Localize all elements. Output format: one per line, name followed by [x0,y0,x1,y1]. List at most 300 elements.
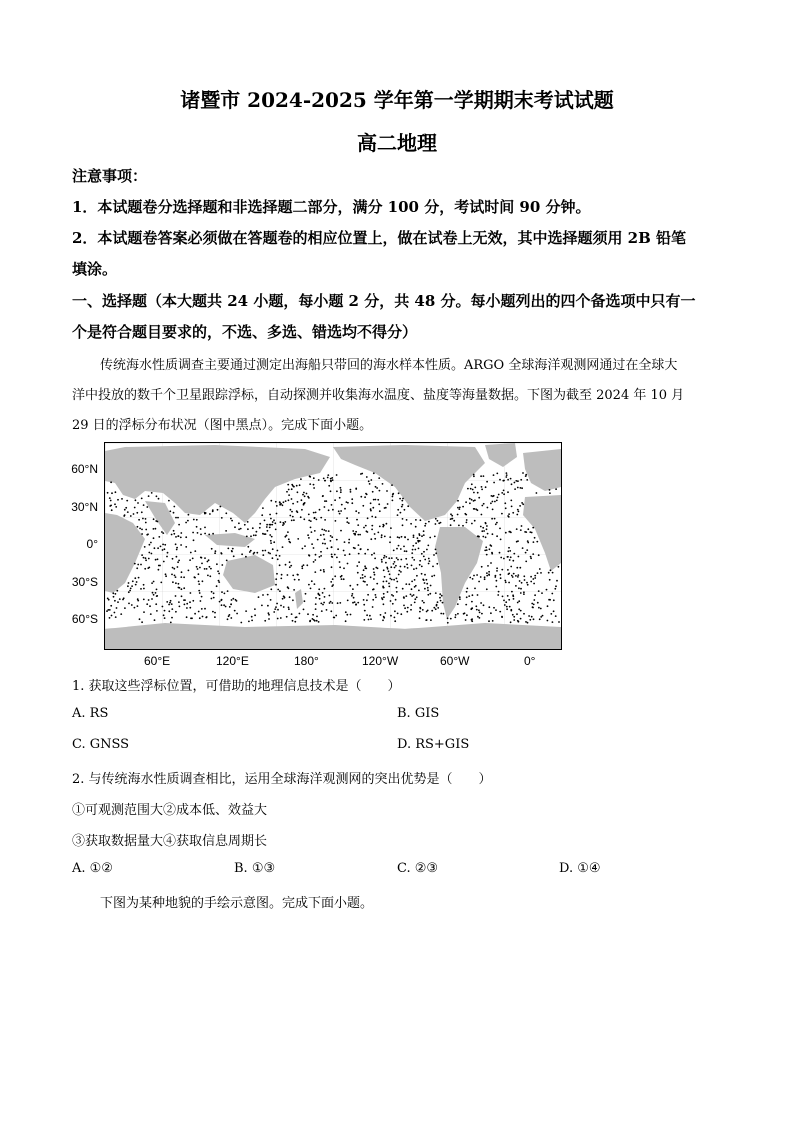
float-dot [391,557,393,559]
float-dot [520,529,522,531]
float-dot [472,594,474,596]
float-dot [211,548,213,550]
float-dot [324,596,326,598]
float-dot [431,610,433,612]
float-dot [259,527,261,529]
float-dot [172,558,174,560]
float-dot [375,594,377,596]
section-heading: 一、选择题（本大题共 24 小题，每小题 2 分，共 48 分。每小题列出的四个备选项中只有一 [72,292,696,310]
float-dot [533,604,535,606]
float-dot [417,537,419,539]
float-dot [334,575,336,577]
float-dot [323,569,325,571]
float-dot [168,604,170,606]
float-dot [429,560,431,562]
float-dot [422,579,424,581]
float-dot [207,561,209,563]
float-dot [241,553,243,555]
float-dot [427,589,429,591]
float-dot [532,607,534,609]
question-1-stem: 1. 获取这些浮标位置，可借助的地理信息技术是（ ） [72,679,401,694]
float-dot [214,616,216,618]
float-dot [309,475,311,477]
float-dot [517,480,519,482]
float-dot [381,561,383,563]
float-dot [340,510,342,512]
float-dot [386,523,388,525]
float-dot [500,557,502,559]
float-dot [410,604,412,606]
float-dot [381,534,383,536]
float-dot [340,489,342,491]
float-dot [390,566,392,568]
float-dot [525,561,527,563]
float-dot [459,598,461,600]
float-dot [555,488,557,490]
float-dot [314,583,316,585]
float-dot [279,555,281,557]
float-dot [267,605,269,607]
q2-option-b: B. ①③ [234,861,276,876]
float-dot [200,600,202,602]
float-dot [272,521,274,523]
float-dot [136,512,138,514]
float-dot [294,579,296,581]
float-dot [155,559,157,561]
float-dot [517,487,519,489]
float-dot [313,484,315,486]
notice-heading: 注意事项： [72,167,148,185]
float-dot [206,568,208,570]
float-dot [301,566,303,568]
float-dot [211,591,213,593]
float-dot [272,548,274,550]
float-dot [542,615,544,617]
float-dot [391,484,393,486]
float-dot [415,519,417,521]
float-dot [373,472,375,474]
float-dot [387,503,389,505]
float-dot [457,507,459,509]
float-dot [367,549,369,551]
float-dot [347,502,349,504]
float-dot [174,575,176,577]
float-dot [365,525,367,527]
float-dot [234,526,236,528]
float-dot [192,600,194,602]
float-dot [507,550,509,552]
float-dot [232,548,234,550]
float-dot [308,537,310,539]
float-dot [320,551,322,553]
float-dot [204,608,206,610]
float-dot [391,579,393,581]
float-dot [528,615,530,617]
float-dot [510,609,512,611]
float-dot [495,523,497,525]
float-dot [319,598,321,600]
float-dot [277,550,279,552]
float-dot [402,518,404,520]
float-dot [507,595,509,597]
float-dot [505,581,507,583]
float-dot [141,554,143,556]
float-dot [146,603,148,605]
float-dot [374,574,376,576]
float-dot [540,608,542,610]
float-dot [492,509,494,511]
float-dot [314,517,316,519]
float-dot [280,578,282,580]
float-dot [508,516,510,518]
float-dot [119,598,121,600]
float-dot [519,505,521,507]
float-dot [162,549,164,551]
float-dot [380,614,382,616]
float-dot [304,545,306,547]
float-dot [151,598,153,600]
float-dot [245,610,247,612]
float-dot [494,518,496,520]
float-dot [198,573,200,575]
float-dot [538,554,540,556]
float-dot [540,572,542,574]
float-dot [435,549,437,551]
float-dot [397,536,399,538]
float-dot [513,553,515,555]
float-dot [194,550,196,552]
float-dot [383,557,385,559]
float-dot [414,598,416,600]
float-dot [178,601,180,603]
float-dot [494,501,496,503]
float-dot [148,558,150,560]
float-dot [286,616,288,618]
float-dot [162,606,164,608]
float-dot [198,611,200,613]
float-dot [251,616,253,618]
float-dot [403,605,405,607]
float-dot [395,565,397,567]
float-dot [410,523,412,525]
float-dot [459,596,461,598]
float-dot [323,602,325,604]
float-dot [352,593,354,595]
float-dot [522,547,524,549]
float-dot [313,487,315,489]
float-dot [477,509,479,511]
float-dot [507,491,509,493]
float-dot [306,564,308,566]
float-dot [185,522,187,524]
float-dot [451,515,453,517]
float-dot [308,514,310,516]
float-dot [358,512,360,514]
float-dot [486,525,488,527]
float-dot [441,595,443,597]
float-dot [116,607,118,609]
float-dot [428,521,430,523]
float-dot [506,474,508,476]
float-dot [264,620,266,622]
float-dot [245,556,247,558]
float-dot [155,528,157,530]
lat-label: 60°S [71,612,98,626]
float-dot [366,530,368,532]
float-dot [521,582,523,584]
float-dot [396,548,398,550]
float-dot [540,616,542,618]
float-dot [227,618,229,620]
float-dot [371,554,373,556]
float-dot [427,545,429,547]
float-dot [261,514,263,516]
float-dot [366,614,368,616]
float-dot [473,474,475,476]
float-dot [383,616,385,618]
float-dot [490,544,492,546]
float-dot [343,550,345,552]
float-dot [271,536,273,538]
float-dot [308,584,310,586]
float-dot [287,574,289,576]
float-dot [171,574,173,576]
float-dot [314,571,316,573]
float-dot [443,613,445,615]
float-dot [270,588,272,590]
float-dot [304,600,306,602]
world-map-svg [105,443,561,649]
float-dot [518,600,520,602]
float-dot [471,523,473,525]
float-dot [214,612,216,614]
float-dot [343,578,345,580]
float-dot [303,609,305,611]
float-dot [383,603,385,605]
float-dot [390,615,392,617]
float-dot [178,583,180,585]
float-dot [284,596,286,598]
float-dot [307,613,309,615]
float-dot [145,522,147,524]
float-dot [163,561,165,563]
lon-label: 180° [294,654,319,668]
float-dot [471,499,473,501]
float-dot [388,586,390,588]
float-dot [494,576,496,578]
float-dot [414,549,416,551]
float-dot [183,599,185,601]
float-dot [407,607,409,609]
float-dot [199,567,201,569]
float-dot [418,590,420,592]
float-dot [367,594,369,596]
float-dot [210,568,212,570]
float-dot [511,506,513,508]
float-dot [548,572,550,574]
float-dot [330,480,332,482]
float-dot [109,497,111,499]
float-dot [330,540,332,542]
float-dot [455,614,457,616]
float-dot [179,587,181,589]
float-dot [153,537,155,539]
float-dot [230,617,232,619]
float-dot [391,594,393,596]
float-dot [400,512,402,514]
float-dot [292,620,294,622]
float-dot [196,566,198,568]
float-dot [505,507,507,509]
float-dot [538,590,540,592]
float-dot [518,511,520,513]
float-dot [523,591,525,593]
float-dot [411,595,413,597]
float-dot [286,491,288,493]
float-dot [384,576,386,578]
float-dot [365,567,367,569]
float-dot [498,494,500,496]
float-dot [450,524,452,526]
float-dot [426,549,428,551]
float-dot [447,617,449,619]
float-dot [270,599,272,601]
float-dot [341,575,343,577]
float-dot [423,551,425,553]
float-dot [145,557,147,559]
float-dot [227,590,229,592]
float-dot [339,497,341,499]
float-dot [523,575,525,577]
float-dot [252,527,254,529]
float-dot [373,588,375,590]
float-dot [111,615,113,617]
float-dot [283,501,285,503]
passage-line-1: 传统海水性质调查主要通过测定出海船只带回的海水样本性质。ARGO 全球海洋观测网通过在全球大 [100,358,678,373]
float-dot [515,575,517,577]
float-dot [127,585,129,587]
float-dot [507,569,509,571]
float-dot [462,525,464,527]
float-dot [507,479,509,481]
float-dot [320,534,322,536]
float-dot [496,535,498,537]
float-dot [386,490,388,492]
float-dot [412,557,414,559]
float-dot [353,597,355,599]
float-dot [357,524,359,526]
float-dot [419,560,421,562]
float-dot [372,507,374,509]
float-dot [552,621,554,623]
float-dot [207,575,209,577]
float-dot [522,503,524,505]
float-dot [262,533,264,535]
float-dot [416,575,418,577]
float-dot [111,492,113,494]
float-dot [177,566,179,568]
float-dot [392,496,394,498]
float-dot [473,492,475,494]
float-dot [108,599,110,601]
float-dot [271,524,273,526]
float-dot [205,512,207,514]
float-dot [269,534,271,536]
float-dot [404,550,406,552]
float-dot [369,483,371,485]
float-dot [173,568,175,570]
float-dot [413,536,415,538]
float-dot [140,564,142,566]
float-dot [509,606,511,608]
float-dot [154,619,156,621]
float-dot [493,474,495,476]
float-dot [482,527,484,529]
float-dot [406,564,408,566]
float-dot [112,592,114,594]
float-dot [485,536,487,538]
float-dot [531,603,533,605]
float-dot [117,601,119,603]
float-dot [320,603,322,605]
float-dot [157,558,159,560]
float-dot [303,518,305,520]
float-dot [116,590,118,592]
float-dot [211,598,213,600]
float-dot [417,540,419,542]
float-dot [360,577,362,579]
float-dot [162,544,164,546]
float-dot [175,582,177,584]
float-dot [352,530,354,532]
float-dot [428,563,430,565]
float-dot [555,585,557,587]
float-dot [499,574,501,576]
float-dot [325,500,327,502]
float-dot [483,530,485,532]
float-dot [265,533,267,535]
float-dot [515,480,517,482]
float-dot [205,617,207,619]
float-dot [435,608,437,610]
float-dot [279,501,281,503]
float-dot [145,518,147,520]
float-dot [420,519,422,521]
float-dot [335,520,337,522]
float-dot [534,594,536,596]
float-dot [403,596,405,598]
float-dot [214,552,216,554]
float-dot [330,610,332,612]
float-dot [503,600,505,602]
float-dot [373,552,375,554]
float-dot [377,567,379,569]
float-dot [530,556,532,558]
float-dot [247,528,249,530]
float-dot [493,607,495,609]
float-dot [358,544,360,546]
float-dot [269,514,271,516]
float-dot [486,481,488,483]
float-dot [276,513,278,515]
float-dot [178,524,180,526]
float-dot [375,499,377,501]
float-dot [200,534,202,536]
float-dot [478,497,480,499]
float-dot [421,535,423,537]
argo-float-map [104,442,562,650]
float-dot [126,500,128,502]
